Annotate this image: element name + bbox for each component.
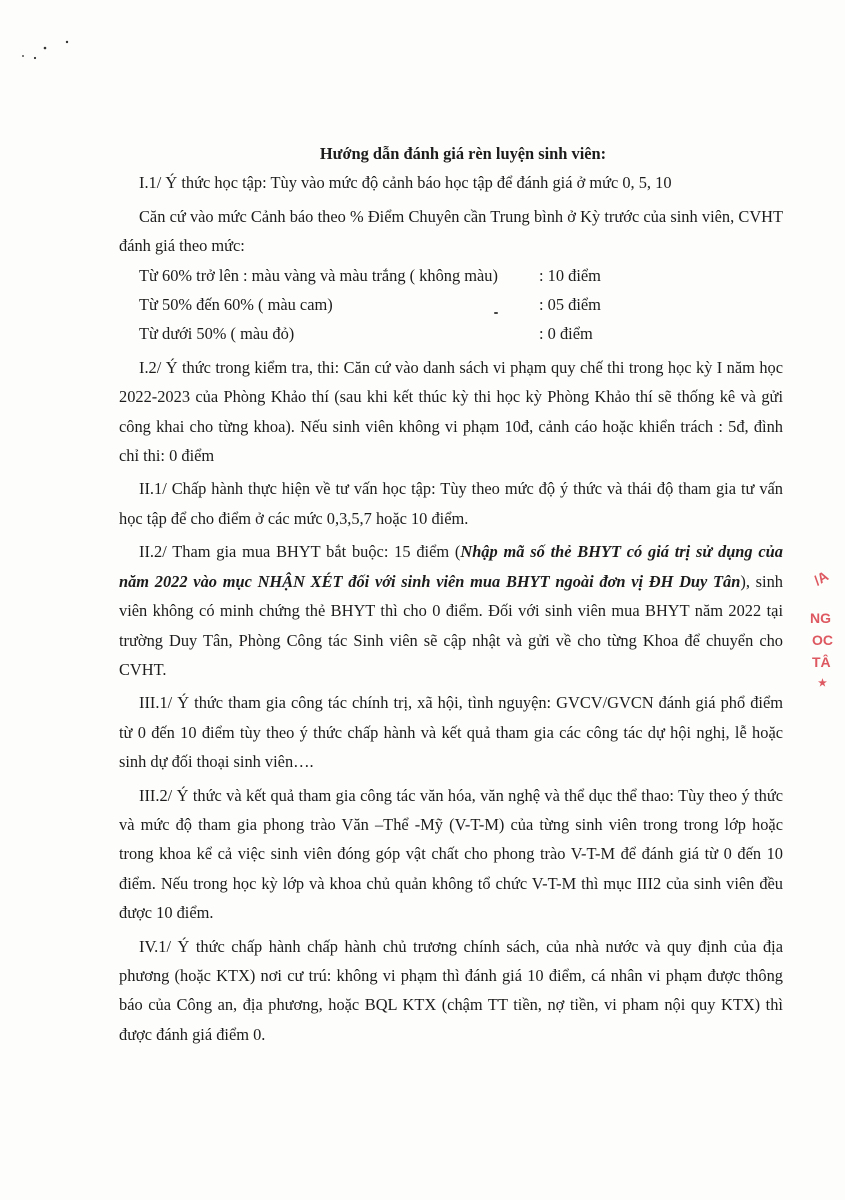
section-II2 [119,537,783,684]
stamp-fragment-5: ★ [818,678,827,689]
red-stamp-fragment [808,560,845,700]
score-row-label: Từ 50% đến 60% ( màu cam) [139,295,333,315]
section-IV1: IV.1/ Ý thức chấp hành chấp hành chủ trương chính sách, của nhà nước và quy định của địa phương (hoặc KTX) nơi cư trú: không vi phạm thì đánh giá 10 điểm, cá nhân vi phạm được thông báo của Công an, địa phương, hoặc BQL KTX (chậm TT tiền, nợ tiền, vi pham nội quy KTX) thì được đánh giá điểm 0. [119,936,783,1044]
stamp-fragment-2: NG [810,610,831,626]
section-III1: III.1/ Ý thức tham gia công tác chính trị, xã hội, tình nguyện: GVCV/GVCN đánh giá phổ điểm từ 0 đến 10 điểm tùy theo ý thức chấp hành và kết quả tham gia các công tác dự hội nghị, lễ hoặc sinh dự đối thoại sinh viên…. [119,693,783,772]
stamp-fragment-3: OC [812,632,833,648]
stamp-fragment-1: /A [810,567,832,589]
score-row [119,261,783,290]
score-row-label: Từ 60% trở lên : màu vàng và màu trắng ( không màu) [139,265,498,285]
section-I1: I.1/ Ý thức học tập: Tùy vào mức độ cảnh báo học tập để đánh giá ở mức 0, 5, 10 [139,173,672,193]
section-II2-emphasis: Nhập mã số thẻ BHYT có giá trị sử dụng của năm 2022 vào mục NHẬN XÉT đối với sinh viên mua BHYT ngoài đơn vị ĐH Duy Tân [119,542,783,591]
score-row-label: Từ dưới 50% ( màu đỏ) [139,324,295,344]
scan-speckles [20,30,90,70]
section-II2-intro: II.2/ Tham gia mua BHYT bắt buộc: 15 điểm ( [139,542,461,562]
score-row-value: : 10 điểm [539,265,601,285]
score-row [119,290,783,319]
section-III2: III.2/ Ý thức và kết quả tham gia công tác văn hóa, văn nghệ và thể dục thể thao: Tùy theo ý thức và mức độ tham gia phong trào Văn –Thể -Mỹ (V-T-M) của từng sinh viên trong trong lớp hoặc trong khoa kể cả việc sinh viên đóng góp vật chất cho phong trào V-T-M để đánh giá từ 0 đến 10 điểm. Nếu trong học kỳ lớp và khoa chủ quản không tổ chức V-T-M thì mục III2 của sinh viên đều được 10 điểm. [119,785,783,923]
section-I2: I.2/ Ý thức trong kiểm tra, thi: Căn cứ vào danh sách vi phạm quy chế thi trong học kỳ I năm học 2022-2023 của Phòng Khảo thí (sau khi kết thúc kỳ thi học kỳ Phòng Khảo thí sẽ thống kê và gửi công khai cho từng khoa). Nếu sinh viên không vi phạm 10đ, cảnh cáo hoặc khiển trách : 5đ, đình chỉ thi: 0 điểm [119,357,783,466]
stamp-fragment-4: TÂ [812,654,831,670]
section-II2-rest: ), sinh viên không có minh chứng thẻ BHYT thì cho 0 điểm. Đối với sinh viên mua BHYT năm 2022 tại trường Duy Tân, Phòng Công tác Sinh viên sẽ cập nhật và gửi về cho từng Khoa để chuyển cho CVHT. [119,571,783,679]
score-row-value: : 05 điểm [539,295,601,315]
score-row [119,319,783,348]
score-row-value: : 0 điểm [539,324,593,344]
document-title: Hướng dẫn đánh giá rèn luyện sinh viên: [319,144,607,163]
document-body [119,139,783,1049]
section-II1: II.1/ Chấp hành thực hiện về tư vấn học tập: Tùy theo mức độ ý thức và thái độ tham gia tư vấn học tập để cho điểm ở các mức 0,3,5,7 hoặc 10 điểm. [119,479,783,528]
section-I1-basis: Căn cứ vào mức Cảnh báo theo % Điểm Chuyên cần Trung bình ở Kỳ trước của sinh viên, CVHT đánh giá theo mức: [119,206,783,256]
